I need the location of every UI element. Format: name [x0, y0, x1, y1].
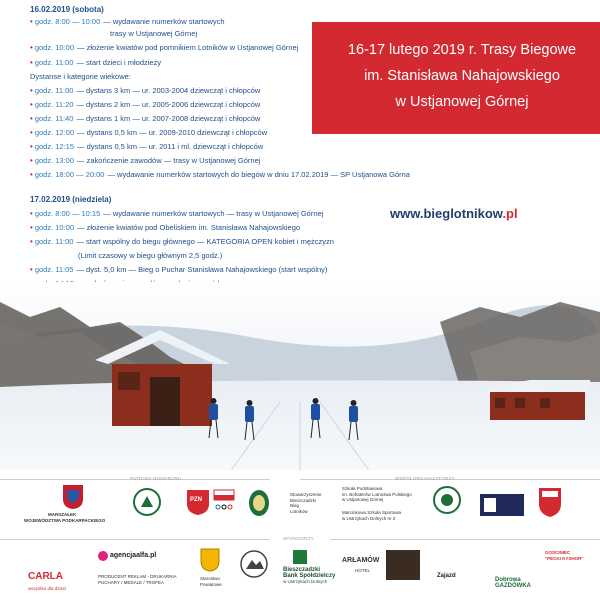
mountain-logo-icon — [240, 550, 268, 578]
schedule-item: • godz. 11:40 — dystans 1 km — ur. 2007-2008 dziewcząt i chłopców — [30, 114, 261, 123]
marszalek-label-2: WOJEWÓDZTWA PODKARPACKIEGO — [24, 518, 106, 523]
schedule-item: • godz. 13:00 — zakończenie zawodów — trasy w Ustjanowej Górnej — [30, 156, 261, 165]
arlamow-logo: ARŁAMÓW — [342, 557, 380, 564]
gosciniec-label: GOŚCINIEC "PECKI KYSHOR" — [545, 550, 584, 561]
danfarm-label: DANFARM — [388, 580, 411, 585]
schedule-item: (Limit czasowy w biegu głównym 2,5 godz.) — [78, 251, 223, 260]
categories-title: Dystanse i kategorie wiekowe: — [30, 72, 131, 81]
day1-title: 16.02.2019 (sobota) — [30, 5, 104, 14]
schedule-item: • godz. 18:00 — 20:00 — wydawanie numerków startowych do biegów w dniu 17.02.2019 — SP Ustjanowa Górna — [30, 170, 410, 179]
starostwo-crest-icon — [200, 548, 220, 572]
gazdowka-label: Dobrowa GAZDÓWKA — [495, 577, 531, 589]
schedule-item: • godz. 11:20 — dystans 2 km — ur. 2005-2006 dziewcząt i chłopców — [30, 100, 261, 109]
marciszka-text: Marcinkowa Szkoła Sportowa w Ustrzykach Dolnych nr 2 — [342, 510, 402, 521]
school-logo-icon — [433, 486, 461, 514]
sponsors-title: SPONSORZY — [283, 536, 314, 541]
sponsors-section — [0, 470, 600, 600]
culture-center-logo-icon — [480, 494, 524, 516]
winter-landscape-image — [0, 282, 600, 472]
starostwo-label: Starostwo Powiatowe — [200, 576, 222, 587]
bank-logo-icon — [293, 550, 307, 564]
winter-photo — [0, 282, 600, 472]
szkola-text: Szkoła Podstawowa im. Bohaterów Lotnictwa Polskiego w Ustjanowej Górnej — [342, 486, 412, 502]
honorary-patrons-title: PATRONI HONOROWI — [130, 476, 182, 481]
divider — [330, 539, 600, 540]
schedule-item: • godz. 11:00 — start dzieci i młodzieży — [30, 58, 162, 67]
marszalek-label: MARSZAŁEK — [48, 512, 77, 517]
schedule-item: trasy w Ustjanowej Górnej — [110, 29, 198, 38]
carla-logo: CARLA — [28, 571, 63, 582]
divider — [0, 539, 270, 540]
carla-sub: wszystko dla dzieci — [28, 586, 67, 591]
pozn-badge-icon — [537, 486, 563, 518]
agencja-logo-icon — [97, 550, 109, 562]
banner-line-1: 16-17 lutego 2019 r. Trasy Biegowe — [347, 42, 577, 58]
pzn-label: PZN — [190, 497, 202, 503]
schedule-item: • godz. 11:00 — start wspólny do biegu głównego — KATEGORIA OPEN kobiet i mężczyzn — [30, 237, 334, 246]
schedule-item: • godz. 12:15 — dystans 0,5 km — ur. 2011 i ml. dziewcząt i chłopców — [30, 142, 264, 151]
arlamow-sub: HOTEL — [355, 568, 371, 573]
co-organizers-title: WSPÓŁORGANIZATORZY — [395, 476, 455, 481]
day2-title: 17.02.2019 (niedziela) — [30, 195, 112, 204]
agencja-logo: agencjaalfa.pl — [110, 552, 157, 559]
agencja-sub: PRODUCENT REKLAM - DRUKARNIA PUCHARY / MEDALE / TROFEA — [98, 574, 177, 585]
schedule-item: • godz. 10:00 — złożenie kwiatów pod pomnikiem Lotników w Ustjanowej Górnej — [30, 43, 299, 52]
website-link[interactable]: www.bieglotnikow.pl — [390, 206, 518, 221]
danfarm-logo-icon — [386, 550, 420, 580]
schedule-item: • godz. 11:00 — dystans 3 km — ur. 2003-2004 dziewcząt i chłopców — [30, 86, 261, 95]
military-badge-icon — [247, 488, 271, 518]
schedule-item: • godz. 11:05 — dyst. 5,0 km — Bieg o Puchar Stanisława Nahajowskiego (start wspólny) — [30, 265, 328, 274]
schedule-item: • godz. 8:00 — 10:00 — wydawanie numerków startowych — [30, 17, 225, 26]
stowarzyszenie-text: Stowarzyszenie Bieszczadzki Bieg Lotników — [290, 492, 322, 514]
olympic-logo-icon — [212, 488, 236, 516]
bank-label: Bieszczadzki Bank Spółdzielczy w Ustrzykach Dolnych — [283, 567, 336, 584]
zajazd-label: Zajazd — [437, 573, 456, 579]
coat-of-arms-icon — [62, 484, 84, 510]
schedule-item: • godz. 8:00 — 10:15 — wydawanie numerków startowych — trasy w Ustjanowej Górnej — [30, 209, 324, 218]
association-logo-icon — [133, 488, 161, 516]
schedule-item: • godz. 12:00 — dystans 0,5 km — ur. 2009-2010 dziewcząt i chłopców — [30, 128, 268, 137]
schedule-item: • godz. 10:00 — złożenie kwiatów pod Obeliskiem im. Stanisława Nahajowskiego — [30, 223, 301, 232]
banner-line-3: w Ustjanowej Górnej — [395, 94, 529, 110]
banner-line-2: im. Stanisława Nahajowskiego — [364, 68, 560, 84]
